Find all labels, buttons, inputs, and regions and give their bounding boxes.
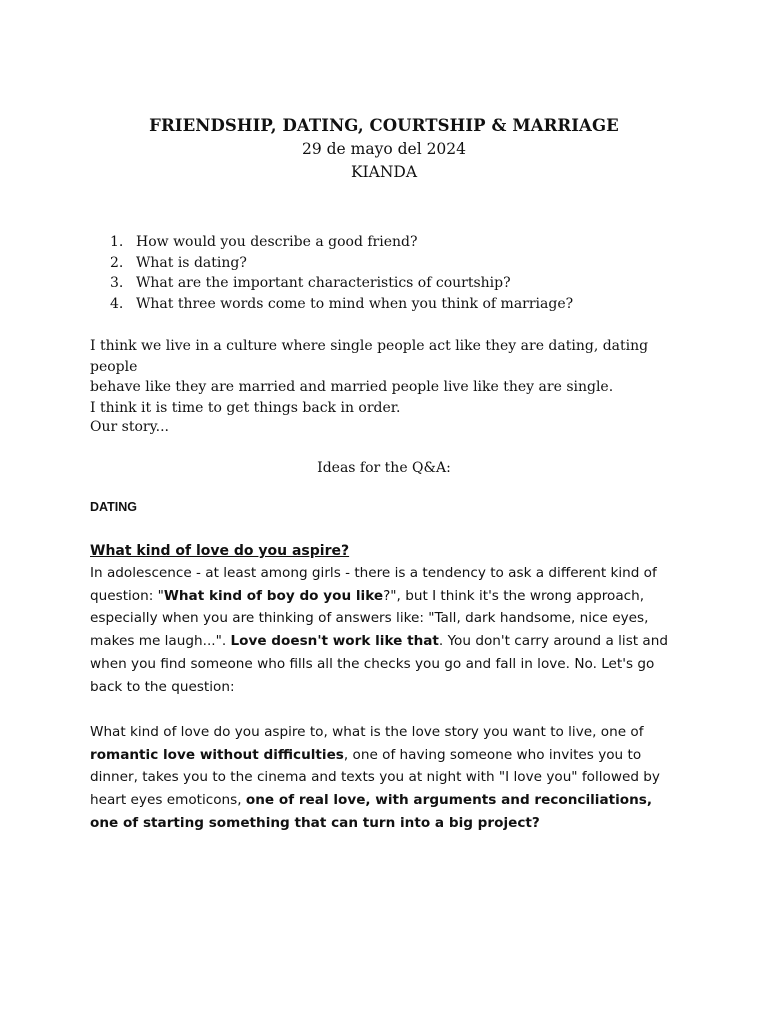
list-item: [110, 294, 573, 315]
list-number: 2.: [110, 254, 124, 271]
text-run: What kind of love do you aspire to, what is the love story you want to live, one of: [90, 724, 644, 740]
bold-text-run: What kind of boy do you like: [163, 587, 384, 604]
list-item: [110, 253, 573, 274]
story-line: Our story...: [90, 419, 169, 435]
document-date: 29 de mayo del 2024: [301, 140, 467, 158]
bold-text-run: romantic love without difficulties: [90, 746, 344, 763]
text-run: . You don't carry around a list and when you find someone who fills all the checks you go and fall in love. No. Let's go back to the question:: [90, 633, 669, 695]
question-heading: What kind of love do you aspire?: [90, 543, 350, 559]
list-text: What is dating?: [136, 254, 247, 271]
intro-line: behave like they are married and married people live like they are single.: [90, 379, 614, 395]
body-paragraph-1: [90, 562, 680, 698]
list-item: [110, 232, 573, 253]
text-run: In adolescence - at least among girls - there is a tendency to ask a different kind of question: ": [90, 565, 657, 604]
ideas-heading: Ideas for the Q&A:: [317, 460, 451, 476]
bold-text-run: Love doesn't work like that: [230, 633, 439, 650]
bold-text-run: one of real love, with arguments and reconciliations, one of starting something that can turn into a big project?: [90, 792, 653, 831]
list-text: What are the important characteristics of courtship?: [136, 275, 511, 291]
list-item: [110, 273, 573, 294]
document-place: KIANDA: [350, 163, 418, 181]
text-run: , one of having someone who invites you to dinner, takes you to the cinema and texts you at night with "I love you" followed by heart eyes emoticons,: [90, 746, 660, 809]
list-number: 1.: [110, 234, 124, 250]
document-header: [0, 114, 768, 184]
list-number: 4.: [110, 295, 124, 312]
intro-line: I think it is time to get things back in order.: [90, 399, 401, 416]
intro-paragraph: [90, 336, 690, 418]
document-title: FRIENDSHIP, DATING, COURTSHIP & MARRIAGE: [149, 116, 619, 135]
list-number: 3.: [110, 275, 124, 291]
list-text: How would you describe a good friend?: [136, 234, 418, 250]
section-label-dating: DATING: [90, 500, 137, 514]
intro-line: I think we live in a culture where single people act like they are dating, dating people: [90, 338, 649, 375]
question-list: [110, 232, 573, 314]
list-text: What three words come to mind when you think of marriage?: [136, 295, 574, 312]
text-run: ?", but I think it's the wrong approach, especially when you are thinking of answers like: "Tall, dark handsome, nice eyes, makes me laugh...".: [90, 587, 649, 650]
body-paragraph-2: [90, 721, 680, 835]
